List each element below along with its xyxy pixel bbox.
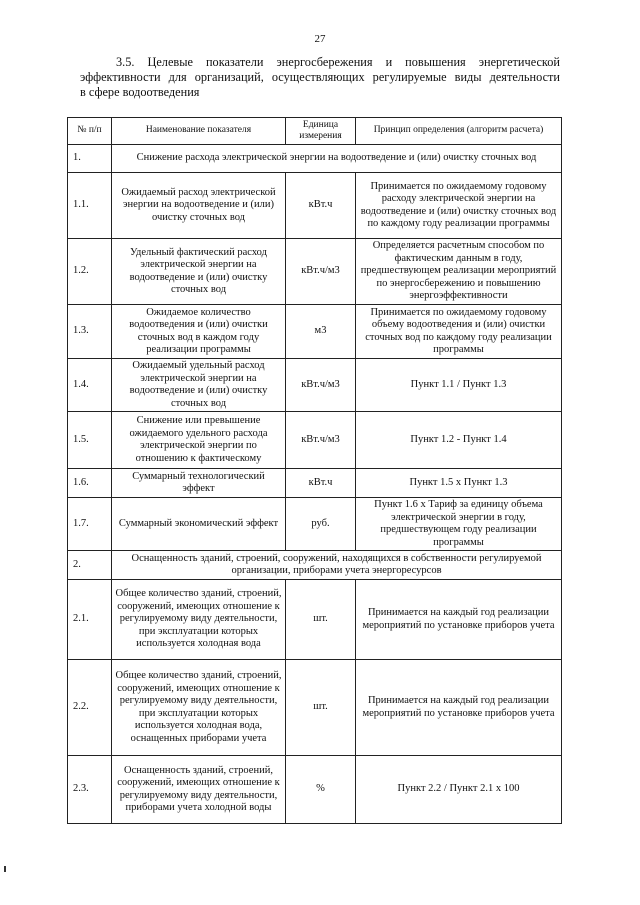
row-unit: руб. xyxy=(286,498,356,551)
row-principle: Пункт 1.6 х Тариф за единицу объема электрической энергии в году, предшествующем году реализации программы xyxy=(356,498,562,551)
section-title: Оснащенность зданий, строений, сооружений, находящихся в собственности регулируемой организации, приборами учета энергоресурсов xyxy=(112,551,562,580)
table-header-row xyxy=(68,118,562,145)
row-unit: шт. xyxy=(286,580,356,660)
heading-line-3: в сфере водоотведения xyxy=(80,85,200,99)
row-principle: Принимается на каждый год реализации мероприятий по установке приборов учета xyxy=(356,580,562,660)
row-unit: кВт.ч xyxy=(286,469,356,498)
row-name: Общее количество зданий, строений, сооружений, имеющих отношение к регулируемому виду деятельности, при эксплуатации которых используется холодная вода, оснащенных приборами учета xyxy=(112,660,286,756)
table-row xyxy=(68,359,562,412)
heading-line-2: эффективности для организаций, осуществляющих регулируемые виды деятельности xyxy=(80,70,560,84)
row-num: 2.2. xyxy=(68,660,112,756)
row-num: 1.3. xyxy=(68,305,112,359)
heading-line-1: 3.5. Целевые показатели энергосбережения и повышения энергетической xyxy=(116,55,560,69)
header-name: Наименование показателя xyxy=(112,118,286,145)
table-row xyxy=(68,239,562,305)
row-name: Ожидаемый удельный расход электрической энергии на водоотведение и (или) очистку сточных вод xyxy=(112,359,286,412)
table-row xyxy=(68,756,562,824)
row-principle: Принимается по ожидаемому годовому расходу электрической энергии на водоотведение и (или) очистку сточных вод по каждому году реализации программы xyxy=(356,173,562,239)
section-num: 1. xyxy=(68,145,112,173)
row-num: 1.2. xyxy=(68,239,112,305)
table-row xyxy=(68,305,562,359)
row-principle: Пункт 1.5 х Пункт 1.3 xyxy=(356,469,562,498)
row-principle: Пункт 1.1 / Пункт 1.3 xyxy=(356,359,562,412)
table-row xyxy=(68,412,562,469)
table-row xyxy=(68,660,562,756)
page-number: 27 xyxy=(314,33,326,45)
section-title: Снижение расхода электрической энергии на водоотведение и (или) очистку сточных вод xyxy=(112,145,562,173)
row-unit: м3 xyxy=(286,305,356,359)
scan-mark xyxy=(4,866,6,872)
header-unit: Единица измерения xyxy=(286,118,356,145)
table-row xyxy=(68,580,562,660)
row-principle: Принимается по ожидаемому годовому объему водоотведения и (или) очистки сточных вод по каждому году реализации программы xyxy=(356,305,562,359)
row-unit: кВт.ч/м3 xyxy=(286,412,356,469)
header-principle: Принцип определения (алгоритм расчета) xyxy=(356,118,562,145)
row-num: 2.3. xyxy=(68,756,112,824)
row-name: Снижение или превышение ожидаемого удельного расхода электрической энергии по отношению к фактическому xyxy=(112,412,286,469)
table-row xyxy=(68,173,562,239)
row-principle: Принимается на каждый год реализации мероприятий по установке приборов учета xyxy=(356,660,562,756)
section-num: 2. xyxy=(68,551,112,580)
row-unit: кВт.ч xyxy=(286,173,356,239)
row-num: 1.5. xyxy=(68,412,112,469)
row-name: Суммарный технологический эффект xyxy=(112,469,286,498)
row-name: Оснащенность зданий, строений, сооружений, имеющих отношение к регулируемому виду деятельности, приборами учета холодной воды xyxy=(112,756,286,824)
section-row-2 xyxy=(68,551,562,580)
row-name: Ожидаемый расход электрической энергии на водоотведение и (или) очистку сточных вод xyxy=(112,173,286,239)
row-name: Ожидаемое количество водоотведения и (или) очистки сточных вод в каждом году реализации программы xyxy=(112,305,286,359)
row-num: 2.1. xyxy=(68,580,112,660)
row-principle: Пункт 2.2 / Пункт 2.1 х 100 xyxy=(356,756,562,824)
row-unit: шт. xyxy=(286,660,356,756)
header-num: № п/п xyxy=(68,118,112,145)
table-row xyxy=(68,469,562,498)
section-heading xyxy=(80,55,560,100)
row-num: 1.7. xyxy=(68,498,112,551)
row-name: Удельный фактический расход электрической энергии на водоотведение и (или) очистку сточных вод xyxy=(112,239,286,305)
table-row xyxy=(68,498,562,551)
row-num: 1.1. xyxy=(68,173,112,239)
row-principle: Определяется расчетным способом по фактическим данным в году, предшествующем реализации мероприятий по энергосбережению и повышению энергоэффективности xyxy=(356,239,562,305)
row-unit: кВт.ч/м3 xyxy=(286,359,356,412)
row-num: 1.6. xyxy=(68,469,112,498)
section-row-1 xyxy=(68,145,562,173)
row-unit: % xyxy=(286,756,356,824)
row-principle: Пункт 1.2 - Пункт 1.4 xyxy=(356,412,562,469)
row-num: 1.4. xyxy=(68,359,112,412)
indicators-table xyxy=(67,117,562,824)
row-name: Суммарный экономический эффект xyxy=(112,498,286,551)
row-unit: кВт.ч/м3 xyxy=(286,239,356,305)
row-name: Общее количество зданий, строений, сооружений, имеющих отношение к регулируемому виду деятельности, при эксплуатации которых используется холодная вода xyxy=(112,580,286,660)
